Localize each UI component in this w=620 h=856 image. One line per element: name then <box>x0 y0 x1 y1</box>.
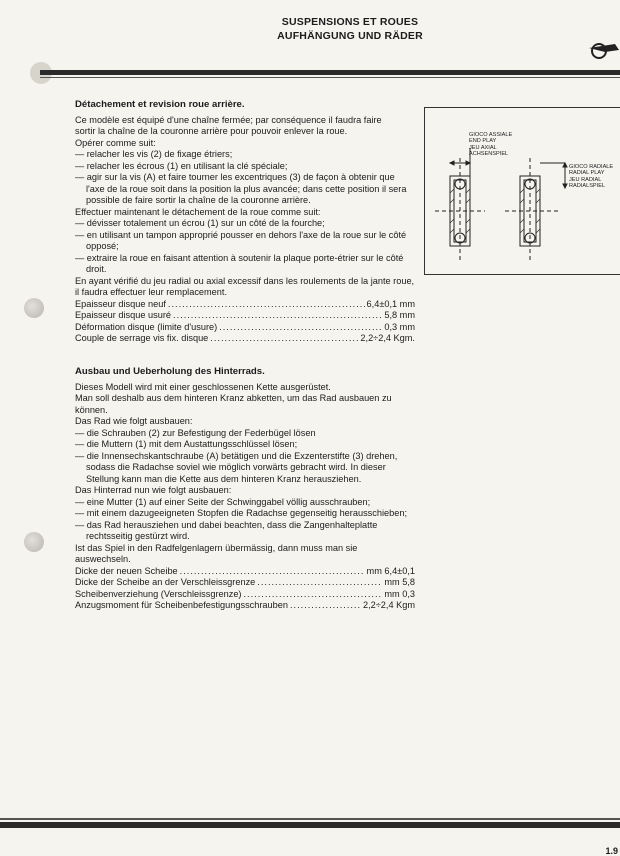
section-fr <box>75 99 415 345</box>
spec-row: Dicke der Scheibe an der Verschleissgrenze ..... mm 5,8 <box>75 577 415 589</box>
spec-row: Anzugsmoment für Scheibenbefestigungsschrauben ..... 2,2÷2,4 Kgm <box>75 600 415 612</box>
text-line: Das Rad wie folgt ausbauen: <box>75 416 193 426</box>
diagram-label: RADIAL PLAY <box>569 170 605 177</box>
list-item: — eine Mutter (1) auf einer Seite der Schwinggabel völlig ausschrauben; <box>75 496 371 507</box>
list-item: — en utilisant un tampon approprié pousser en dehors l'axe de la roue sur le côté opposé; <box>75 229 407 251</box>
spec-row: Dicke der neuen Scheibe ..... mm 6,4±0,1 <box>75 566 415 578</box>
spec-row: Scheibenverziehung (Verschleissgrenze) ..... mm 0,3 <box>75 589 415 601</box>
text-line: Effectuer maintenant le détachement de la roue comme suit: <box>75 206 321 217</box>
binder-hole <box>24 298 44 318</box>
section-fr-heading: Détachement et revision roue arrière. <box>75 99 245 110</box>
page-number: 1.9 <box>605 846 618 856</box>
text-line: sortir la chaîne de la couronne arrière pour pouvoir enlever la roue. <box>75 126 348 136</box>
list-item: — die Schrauben (2) zur Befestigung der Federbügel lösen <box>75 427 316 438</box>
spec-row: Déformation disque (limite d'usure) ..... 0,3 mm <box>75 322 415 334</box>
text-line: Ist das Spiel in den Radfelgenlagern übermässig, dann muss man sie auswechseln. <box>75 542 358 564</box>
text-line: Opérer comme suit: <box>75 137 156 148</box>
bottom-rule <box>0 818 620 830</box>
spec-row: Epaisseur disque usuré ..... 5,8 mm <box>75 310 415 322</box>
radial-play-labels <box>569 164 620 190</box>
bearing-play-diagram <box>424 107 620 275</box>
diagram-label: RADIALSPIEL <box>569 183 606 190</box>
text-line: En ayant vérifié du jeu radial ou axial excessif dans les roulements de la jante roue, il faudra effectuer leur remplacement. <box>75 275 415 297</box>
text-line: Ce modèle est équipé d'une chaîne fermée; par conséquence il faudra faire <box>75 114 382 125</box>
axial-play-labels <box>469 132 512 158</box>
binder-hole <box>24 532 44 552</box>
page-title-fr: SUSPENSIONS ET ROUES <box>281 16 419 28</box>
section-de-heading: Ausbau und Ueberholung des Hinterrads. <box>75 366 265 377</box>
diagram-label: JEU RADIAL <box>569 176 602 183</box>
list-item: — die Muttern (1) mit dem Austattungsschlüssel lösen; <box>75 439 298 449</box>
spec-row: Epaisseur disque neuf ..... 6,4±0,1 mm <box>75 299 415 311</box>
list-item: — agir sur la vis (A) et faire tourner les excentriques (3) de façon à obtenir que l'axe de la roue soit dans la position la plus avancée; dans cette position il sera possible de faire sortir la chaîne de la couronne arrière. <box>75 172 407 205</box>
list-item: — die Innensechskantschraube (A) betätigen und die Exzenterstifte (3) drehen, sodass die Radachse soviel wie möglich vorwärts gebracht wird. In dieser Stellung kann man die Kette aus dem hinteren Kranz herausziehen. <box>75 450 398 484</box>
diagram-label: ACHSENSPIEL <box>469 151 509 158</box>
spec-row: Couple de serrage vis fix. disque ..... 2,2÷2,4 Kgm. <box>75 333 415 345</box>
diagram-label: END PLAY <box>469 138 497 145</box>
top-rule <box>0 70 620 79</box>
list-item: — dévisser totalement un écrou (1) sur un côté de la fourche; <box>75 218 325 228</box>
manufacturer-logo-icon <box>585 38 620 62</box>
list-item: — relacher les écrous (1) en utilisant la clé spéciale; <box>75 160 288 171</box>
section-de <box>75 366 415 612</box>
list-item: — das Rad herausziehen und dabei beachten, dass die Zangenhalteplatte rechtsseitig gestürzt wird. <box>75 519 378 541</box>
list-item: — extraire la roue en faisant attention à soutenir la plaque porte-étrier sur le côté droit. <box>75 252 404 274</box>
list-item: — relacher les vis (2) de fixage étriers; <box>75 149 233 159</box>
list-item: — mit einem dazugeeigneten Stopfen die Radachse gegenseitig herausschieben; <box>75 508 407 518</box>
bearing-diagram-drawing <box>425 108 620 274</box>
diagram-label: GIOCO ASSIALE <box>469 132 513 138</box>
text-line: Das Hinterrad nun wie folgt ausbauen: <box>75 485 232 495</box>
text-line: Dieses Modell wird mit einer geschlossenen Kette ausgerüstet. <box>75 381 331 392</box>
page-title-de: AUFHÄNGUNG UND RÄDER <box>277 30 423 42</box>
diagram-label: JEU AXIAL <box>469 144 497 151</box>
diagram-label: GIOCO RADIALE <box>569 164 614 170</box>
text-line: Man soll deshalb aus dem hinteren Kranz abketten, um das Rad ausbauen zu können. <box>75 393 392 415</box>
